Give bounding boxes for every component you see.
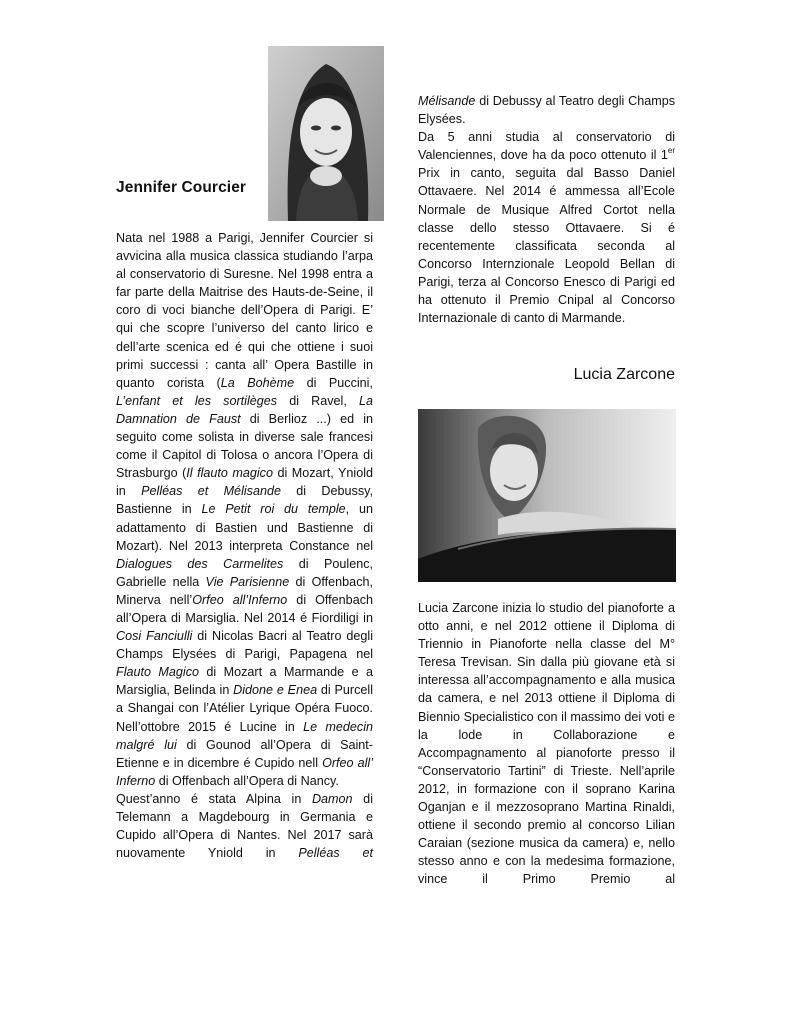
text-run: Da 5 anni studia al conservatorio di Valenciennes, dove ha da poco ottenuto il 1	[418, 130, 675, 163]
text-run: Prix in canto, seguita dal Basso Daniel Ottavaere. Nel 2014 é ammessa all’Ecole Normale de Musique Alfred Cortot nella classe dello stesso Ottavaere. Si é recentemente classificata seconda al Concorso Internzionale Leopold Bellan di Parigi, terza al Concorso Enesco di Parigi ed ha ottenuto il Premio Cnipal al Concorso Internazionale di canto di Marmande.	[418, 166, 675, 326]
superscript-text: er	[667, 146, 675, 156]
text-run: , un adattamento di Bastien und Bastienne di Mozart). Nel 2013 interpreta Constance nel	[116, 502, 373, 553]
text-run: di Offenbach all’Opera di Nancy.	[155, 773, 339, 788]
jennifer-bio-paragraph-2	[116, 790, 373, 862]
text-run: di Poulenc, Gabrielle nella	[116, 556, 373, 589]
jennifer-bio-column	[116, 229, 373, 862]
italic-title: Il flauto magico	[186, 466, 273, 481]
italic-title: La Bohème	[220, 375, 295, 390]
italic-title: Vie Parisienne	[205, 574, 290, 589]
text-run: di Puccini,	[294, 375, 373, 390]
jennifer-bio-continued-paragraph-2	[418, 128, 675, 327]
jennifer-name-heading: Jennifer Courcier	[116, 179, 247, 196]
italic-title: Le medecin malgré lui	[116, 719, 373, 752]
text-run: di Ravel,	[277, 393, 359, 408]
italic-title: Cosi Fanciulli	[116, 629, 193, 644]
text-run: di Offenbach all’Opera di Marsiglia. Nel 2014 é Fiordiligi in	[116, 592, 373, 625]
italic-title: L’enfant et les sortilèges	[116, 393, 278, 408]
italic-title: Orfeo all’Inferno	[192, 592, 288, 607]
text-run: di Telemann a Magdebourg in Germania e Cupido all’Opera di Nantes. Nel 2017 sarà nuovamente Yniold in	[116, 791, 373, 861]
italic-title: Pelléas et Mélisande	[141, 484, 281, 499]
italic-title: Damon	[311, 791, 353, 806]
text-run: Quest’anno é stata Alpina in	[116, 791, 312, 806]
text-run: di Debussy, Bastienne in	[116, 484, 373, 517]
italic-title: Dialogues des Carmelites	[116, 556, 284, 571]
italic-title: Orfeo all’ Inferno	[116, 755, 373, 788]
text-run: di Offenbach, Minerva nell’	[116, 574, 373, 607]
text-run: di Gounod all’Opera di Saint-Etienne e in dicembre é Cupido nell	[116, 737, 373, 770]
text-run: di Nicolas Bacri al Teatro degli Champs Elysées di Parigi, Papagena nel	[116, 629, 373, 662]
text-run: Nata nel 1988 a Parigi, Jennifer Courcier si avvicina alla musica classica studiando l’arpa al conservatorio di Suresne. Nel 1998 entra a far parte della Maitrise des Hauts-de-Seine, il coro di voci bianche dell’Opera di Parigi. E’ qui che scopre l’universo del canto lirico e dell’arte scenica ed é qui che ottiene i suoi primi successi : canta all’ Opera Bastille in quanto corista (	[116, 231, 373, 390]
jennifer-bio-paragraph-1	[116, 229, 373, 790]
lucia-portrait-photo	[418, 409, 676, 582]
text-run: di Mozart, Yniold in	[116, 466, 374, 499]
lucia-bio-paragraph	[418, 599, 675, 889]
text-run: di Debussy al Teatro degli Champs Elysées.	[418, 94, 675, 127]
italic-title: La Damnation de Faust	[116, 393, 374, 426]
jennifer-portrait-photo	[268, 46, 384, 221]
text-run: di Berlioz ...) ed in seguito come solista in diverse sale francesi come il Capitol di Tolosa o ancora l’Opera di Strasburgo (	[116, 411, 374, 481]
text-run: di Mozart a Marmande e a Marsiglia, Belinda in	[116, 665, 373, 698]
lucia-bio-column	[418, 599, 675, 889]
italic-title: Didone e Enea	[233, 683, 318, 698]
jennifer-bio-continued	[418, 92, 675, 327]
italic-title: Flauto Magico	[116, 665, 200, 680]
italic-title: Pelléas et	[298, 846, 373, 861]
lucia-name-heading: Lucia Zarcone	[573, 366, 675, 383]
jennifer-bio-continued-paragraph-1	[418, 92, 675, 128]
text-run: di Purcell a Shangai con l’Atélier Lyrique Opéra Fuoco. Nell’ottobre 2015 é Lucine in	[116, 683, 374, 734]
text-run: Lucia Zarcone inizia lo studio del pianoforte a otto anni, e nel 2012 ottiene il Diploma di Triennio in Pianoforte nella classe del M° Teresa Trevisan. Sin dalla più giovane età si interessa all’accompagnamento e alla musica da camera, e nel 2013 ottiene il Diploma di Biennio Specialistico con il massimo dei voti e la lode in Collaborazione e Accompagnamento al pianoforte presso il “Conservatorio Tartini” di Trieste. Nell’aprile 2012, in formazione con il soprano Karina Oganjan e il mezzosoprano Martina Rinaldi, ottiene il secondo premio al concorso Lilian Caraian (sezione musica da camera) e, nello stesso anno e con la medesima formazione, vince il Primo Premio al	[418, 601, 675, 887]
italic-title: Le Petit roi du temple	[201, 502, 346, 517]
italic-title: Mélisande	[418, 94, 476, 108]
